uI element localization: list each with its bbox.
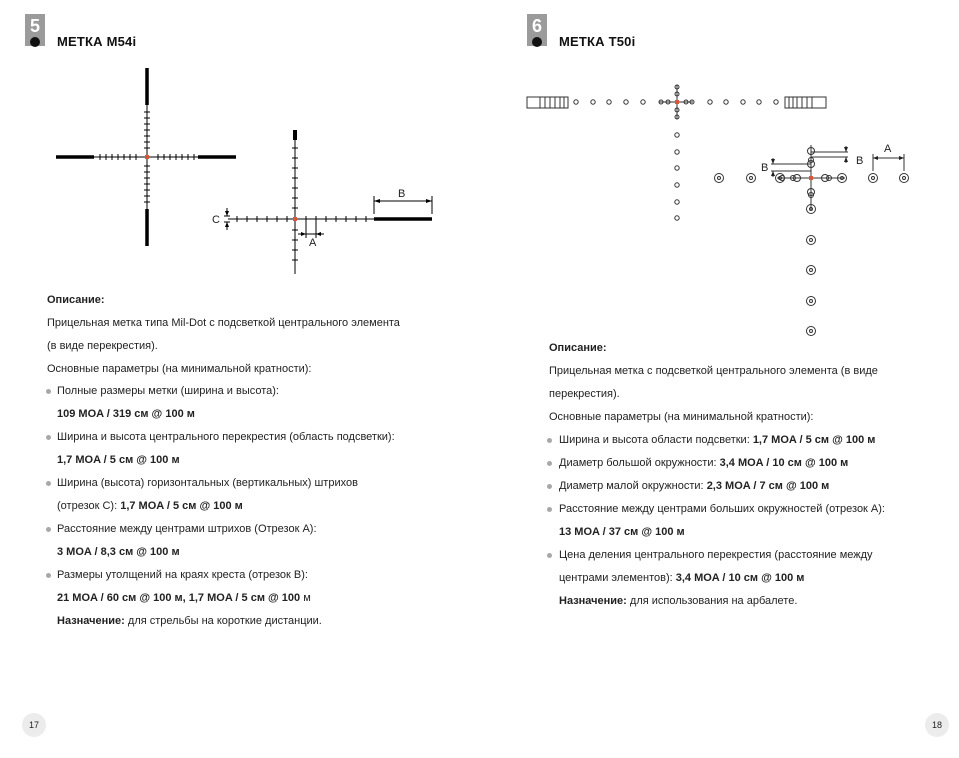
list-bullet-icon [547, 484, 552, 489]
param-value: 3 MOA / 8,3 см @ 100 м [57, 546, 180, 558]
reticle-title: МЕТКА M54i [57, 34, 137, 49]
param-label: Ширина и высота центрального перекрестия (область подсветки): [57, 431, 395, 443]
label-b: B [398, 188, 406, 200]
param-label: Размеры утолщений на краях креста (отрезок В): [57, 569, 308, 581]
description-line: перекрестия). [549, 388, 620, 400]
param-value: 109 MOA / 319 см @ 100 м [57, 408, 195, 420]
description-heading: Описание: [47, 294, 105, 306]
param-line [559, 479, 829, 493]
page-number: 18 [925, 713, 949, 737]
label-b-left: B [761, 162, 769, 174]
list-bullet-icon [547, 461, 552, 466]
param-label: Расстояние между центрами штрихов (Отрезок А): [57, 523, 317, 535]
description-line: (в виде перекрестия). [47, 340, 158, 352]
list-bullet-icon [547, 507, 552, 512]
purpose-label: Назначение: [57, 615, 125, 627]
reticle-title: МЕТКА T50i [559, 34, 636, 49]
parameters-heading: Основные параметры (на минимальной кратности): [47, 363, 312, 375]
description-line: Прицельная метка типа Mil-Dot с подсветкой центрального элемента [47, 317, 400, 329]
label-a: A [884, 143, 892, 155]
param-label: Диаметр малой окружности: [559, 480, 707, 492]
label-b-right: B [856, 155, 864, 167]
param-label: Цена деления центрального перекрестия (расстояние между [559, 549, 873, 561]
section-number-badge: 6 [527, 14, 547, 46]
param-value: 1,7 MOA / 5 см @ 100 м [120, 500, 243, 512]
param-label: центрами элементов): [559, 572, 676, 584]
purpose-label: Назначение: [559, 595, 627, 607]
param-unit: м [300, 592, 311, 604]
parameters-heading: Основные параметры (на минимальной кратности): [549, 411, 814, 423]
label-c: C [212, 214, 220, 226]
description-heading: Описание: [549, 342, 607, 354]
param-value: 1,7 MOA / 5 см @ 100 м [752, 434, 876, 446]
param-value: 2,3 MOA / 7 см @ 100 м [706, 480, 830, 492]
param-line [559, 456, 848, 470]
page-number: 17 [22, 713, 46, 737]
list-bullet-icon [547, 553, 552, 558]
list-bullet-icon [547, 438, 552, 443]
param-label: Диаметр большой окружности: [559, 457, 720, 469]
param-value: 1,7 MOA / 5 см @ 100 м [57, 454, 180, 466]
purpose-text: для использования на арбалете. [626, 595, 798, 607]
param-label: Полные размеры метки (ширина и высота): [57, 385, 279, 397]
param-value: 21 MOA / 60 см @ 100 м, 1,7 MOA / 5 см @ 100 [57, 592, 301, 604]
param-value: 3,4 MOA / 10 см @ 100 м [675, 572, 805, 584]
param-label: Ширина и высота области подсветки: [559, 434, 753, 446]
param-value: 13 MOA / 37 см @ 100 м [559, 526, 685, 538]
param-label: (отрезок С): [57, 500, 121, 512]
label-a: A [309, 237, 317, 249]
param-label: Ширина (высота) горизонтальных (вертикальных) штрихов [57, 477, 358, 489]
param-line [559, 571, 804, 585]
param-line [559, 433, 875, 447]
section-number-badge: 5 [25, 14, 45, 46]
purpose-text: для стрельбы на короткие дистанции. [124, 615, 322, 627]
param-label: Расстояние между центрами больших окружностей (отрезок А): [559, 503, 885, 515]
purpose-line [559, 594, 797, 608]
param-value: 3,4 MOA / 10 см @ 100 м [719, 457, 849, 469]
description-line: Прицельная метка с подсветкой центрального элемента (в виде [549, 365, 878, 377]
